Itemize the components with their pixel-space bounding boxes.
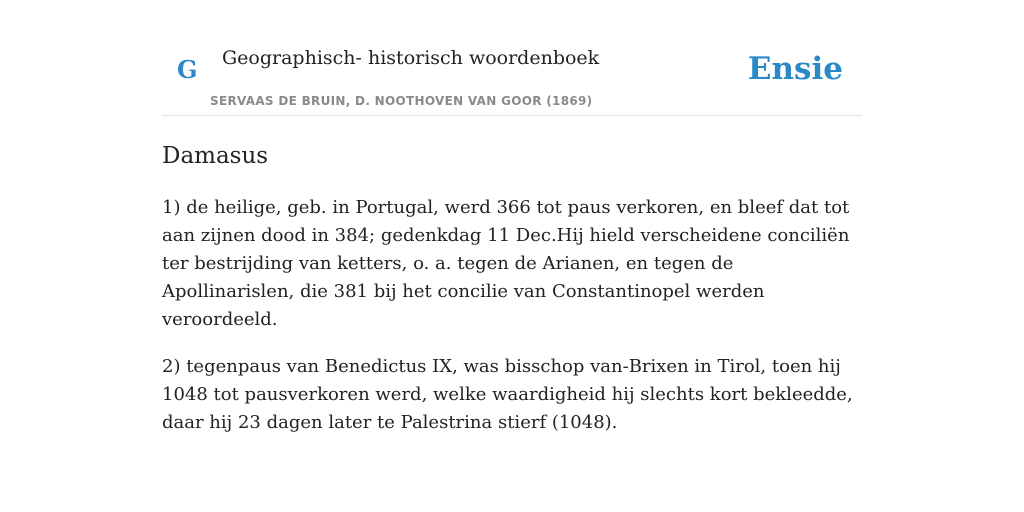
entry-paragraph-2: 2) tegenpaus van Benedictus IX, was bisschop van-Brixen in Tirol, toen hij 1048 tot pausverkoren werd, welke waardigheid hij slechts kort bekleedde, daar hij 23 dagen later te Palestrina stierf (1048). xyxy=(162,356,853,433)
book-header xyxy=(162,0,862,116)
entry-paragraph-1: 1) de heilige, geb. in Portugal, werd 366 tot paus verkoren, en bleef dat tot aan zijnen dood in 384; gedenkdag 11 Dec.Hij hield verscheidene conciliën ter bestrijding van ketters, o. a. tegen de Arianen, en tegen de Apollinarislen, die 381 bij het concilie van Constantinopel werden veroordeeld. xyxy=(162,197,850,330)
book-title-link[interactable]: Geographisch- historisch woordenboek xyxy=(222,47,600,69)
ensie-logo-link[interactable]: Ensie xyxy=(747,51,843,87)
page xyxy=(162,0,862,437)
book-authors: SERVAAS DE BRUIN, D. NOOTHOVEN VAN GOOR (1869) xyxy=(210,94,593,108)
entry-title: Damasus xyxy=(162,143,269,169)
entry-body xyxy=(162,194,862,437)
book-letter-badge[interactable]: G xyxy=(177,55,198,84)
